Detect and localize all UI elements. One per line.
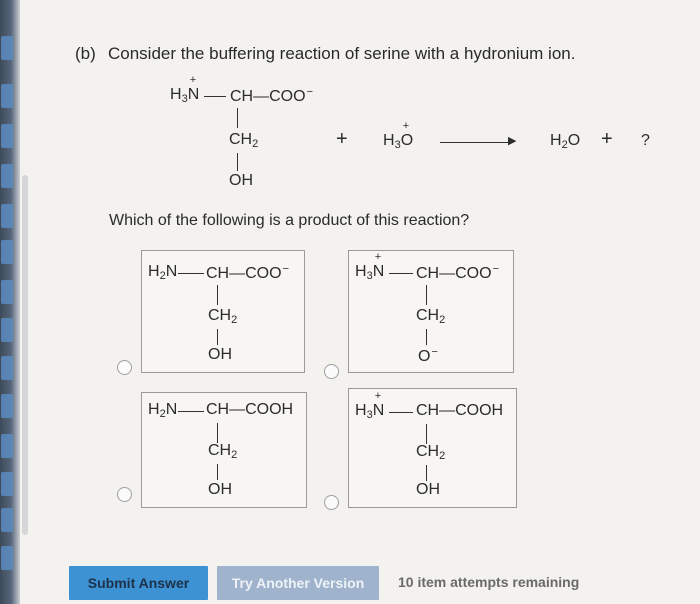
bond — [389, 412, 413, 413]
option3-oh: OH — [208, 481, 232, 498]
option2-amine: $H_3+ N$ — [355, 263, 384, 282]
bond — [426, 424, 427, 444]
sidebar-marker[interactable] — [1, 508, 13, 532]
bond — [237, 153, 238, 171]
sidebar-marker[interactable] — [1, 318, 13, 342]
option1-amine: $H_2N$ — [148, 263, 178, 282]
option3-amine: $H_2N$ — [148, 401, 178, 420]
option4-oh: OH — [416, 481, 440, 498]
reactant-ch2: $CH_2$ — [229, 131, 259, 150]
option4-ch2: $CH_2$ — [416, 443, 446, 462]
hydronium: $H_3+ O$ — [383, 132, 413, 151]
option-radio-2[interactable] — [324, 364, 339, 379]
sidebar-marker[interactable] — [1, 204, 13, 228]
bond — [178, 273, 204, 274]
bond — [178, 411, 204, 412]
reaction-arrow — [440, 142, 512, 143]
bond — [389, 273, 413, 274]
option1-ch2: $CH_2$ — [208, 307, 238, 326]
sidebar-marker[interactable] — [1, 164, 13, 188]
bond — [204, 96, 226, 97]
unknown-product: ? — [641, 132, 650, 149]
question-label: (b) — [75, 44, 96, 63]
sidebar-marker[interactable] — [1, 84, 13, 108]
plus-sign: + — [601, 128, 613, 150]
sidebar-marker[interactable] — [1, 356, 13, 380]
option3-ch2: $CH_2$ — [208, 442, 238, 461]
option-radio-4[interactable] — [324, 495, 339, 510]
submit-answer-button[interactable]: Submit Answer — [69, 566, 208, 600]
option3-chain: CH—COOH — [206, 401, 294, 418]
option-radio-3[interactable] — [117, 487, 132, 502]
sidebar-marker[interactable] — [1, 434, 13, 458]
option4-chain: CH—COOH — [416, 402, 504, 419]
bond — [217, 285, 218, 305]
bond — [217, 423, 218, 443]
option2-chain: CH—COO− — [416, 263, 499, 282]
scrollbar[interactable] — [22, 175, 28, 535]
option1-chain: CH—COO− — [206, 263, 289, 282]
try-another-version-button[interactable]: Try Another Version — [217, 566, 379, 600]
bond — [217, 329, 218, 345]
prompt-text: Which of the following is a product of this reaction? — [109, 212, 470, 229]
bond — [426, 285, 427, 305]
sidebar-marker[interactable] — [1, 124, 13, 148]
question-text: Consider the buffering reaction of serine with a hydronium ion. — [108, 44, 576, 63]
attempts-remaining: 10 item attempts remaining — [398, 574, 580, 590]
option-radio-1[interactable] — [117, 360, 132, 375]
bond — [426, 465, 427, 481]
option2-ch2: $CH_2$ — [416, 307, 446, 326]
option1-oh: OH — [208, 346, 232, 363]
reactant-backbone: CH—COO− — [230, 86, 313, 105]
bond — [426, 329, 427, 345]
arrow-head-icon: ▶ — [508, 135, 517, 147]
sidebar-marker[interactable] — [1, 394, 13, 418]
sidebar-marker[interactable] — [1, 546, 13, 570]
plus-sign: + — [336, 128, 348, 150]
bond — [237, 108, 238, 128]
sidebar-marker[interactable] — [1, 472, 13, 496]
sidebar-marker[interactable] — [1, 36, 13, 60]
sidebar-marker[interactable] — [1, 280, 13, 304]
sidebar-marker[interactable] — [1, 240, 13, 264]
reactant-oh: OH — [229, 172, 253, 189]
option4-amine: $H_3+ N$ — [355, 402, 384, 421]
option2-o: O− — [418, 346, 438, 365]
water-product: $H_2O$ — [550, 132, 581, 151]
reactant-amine: $H_3+ N$ — [170, 86, 199, 105]
bond — [217, 464, 218, 480]
